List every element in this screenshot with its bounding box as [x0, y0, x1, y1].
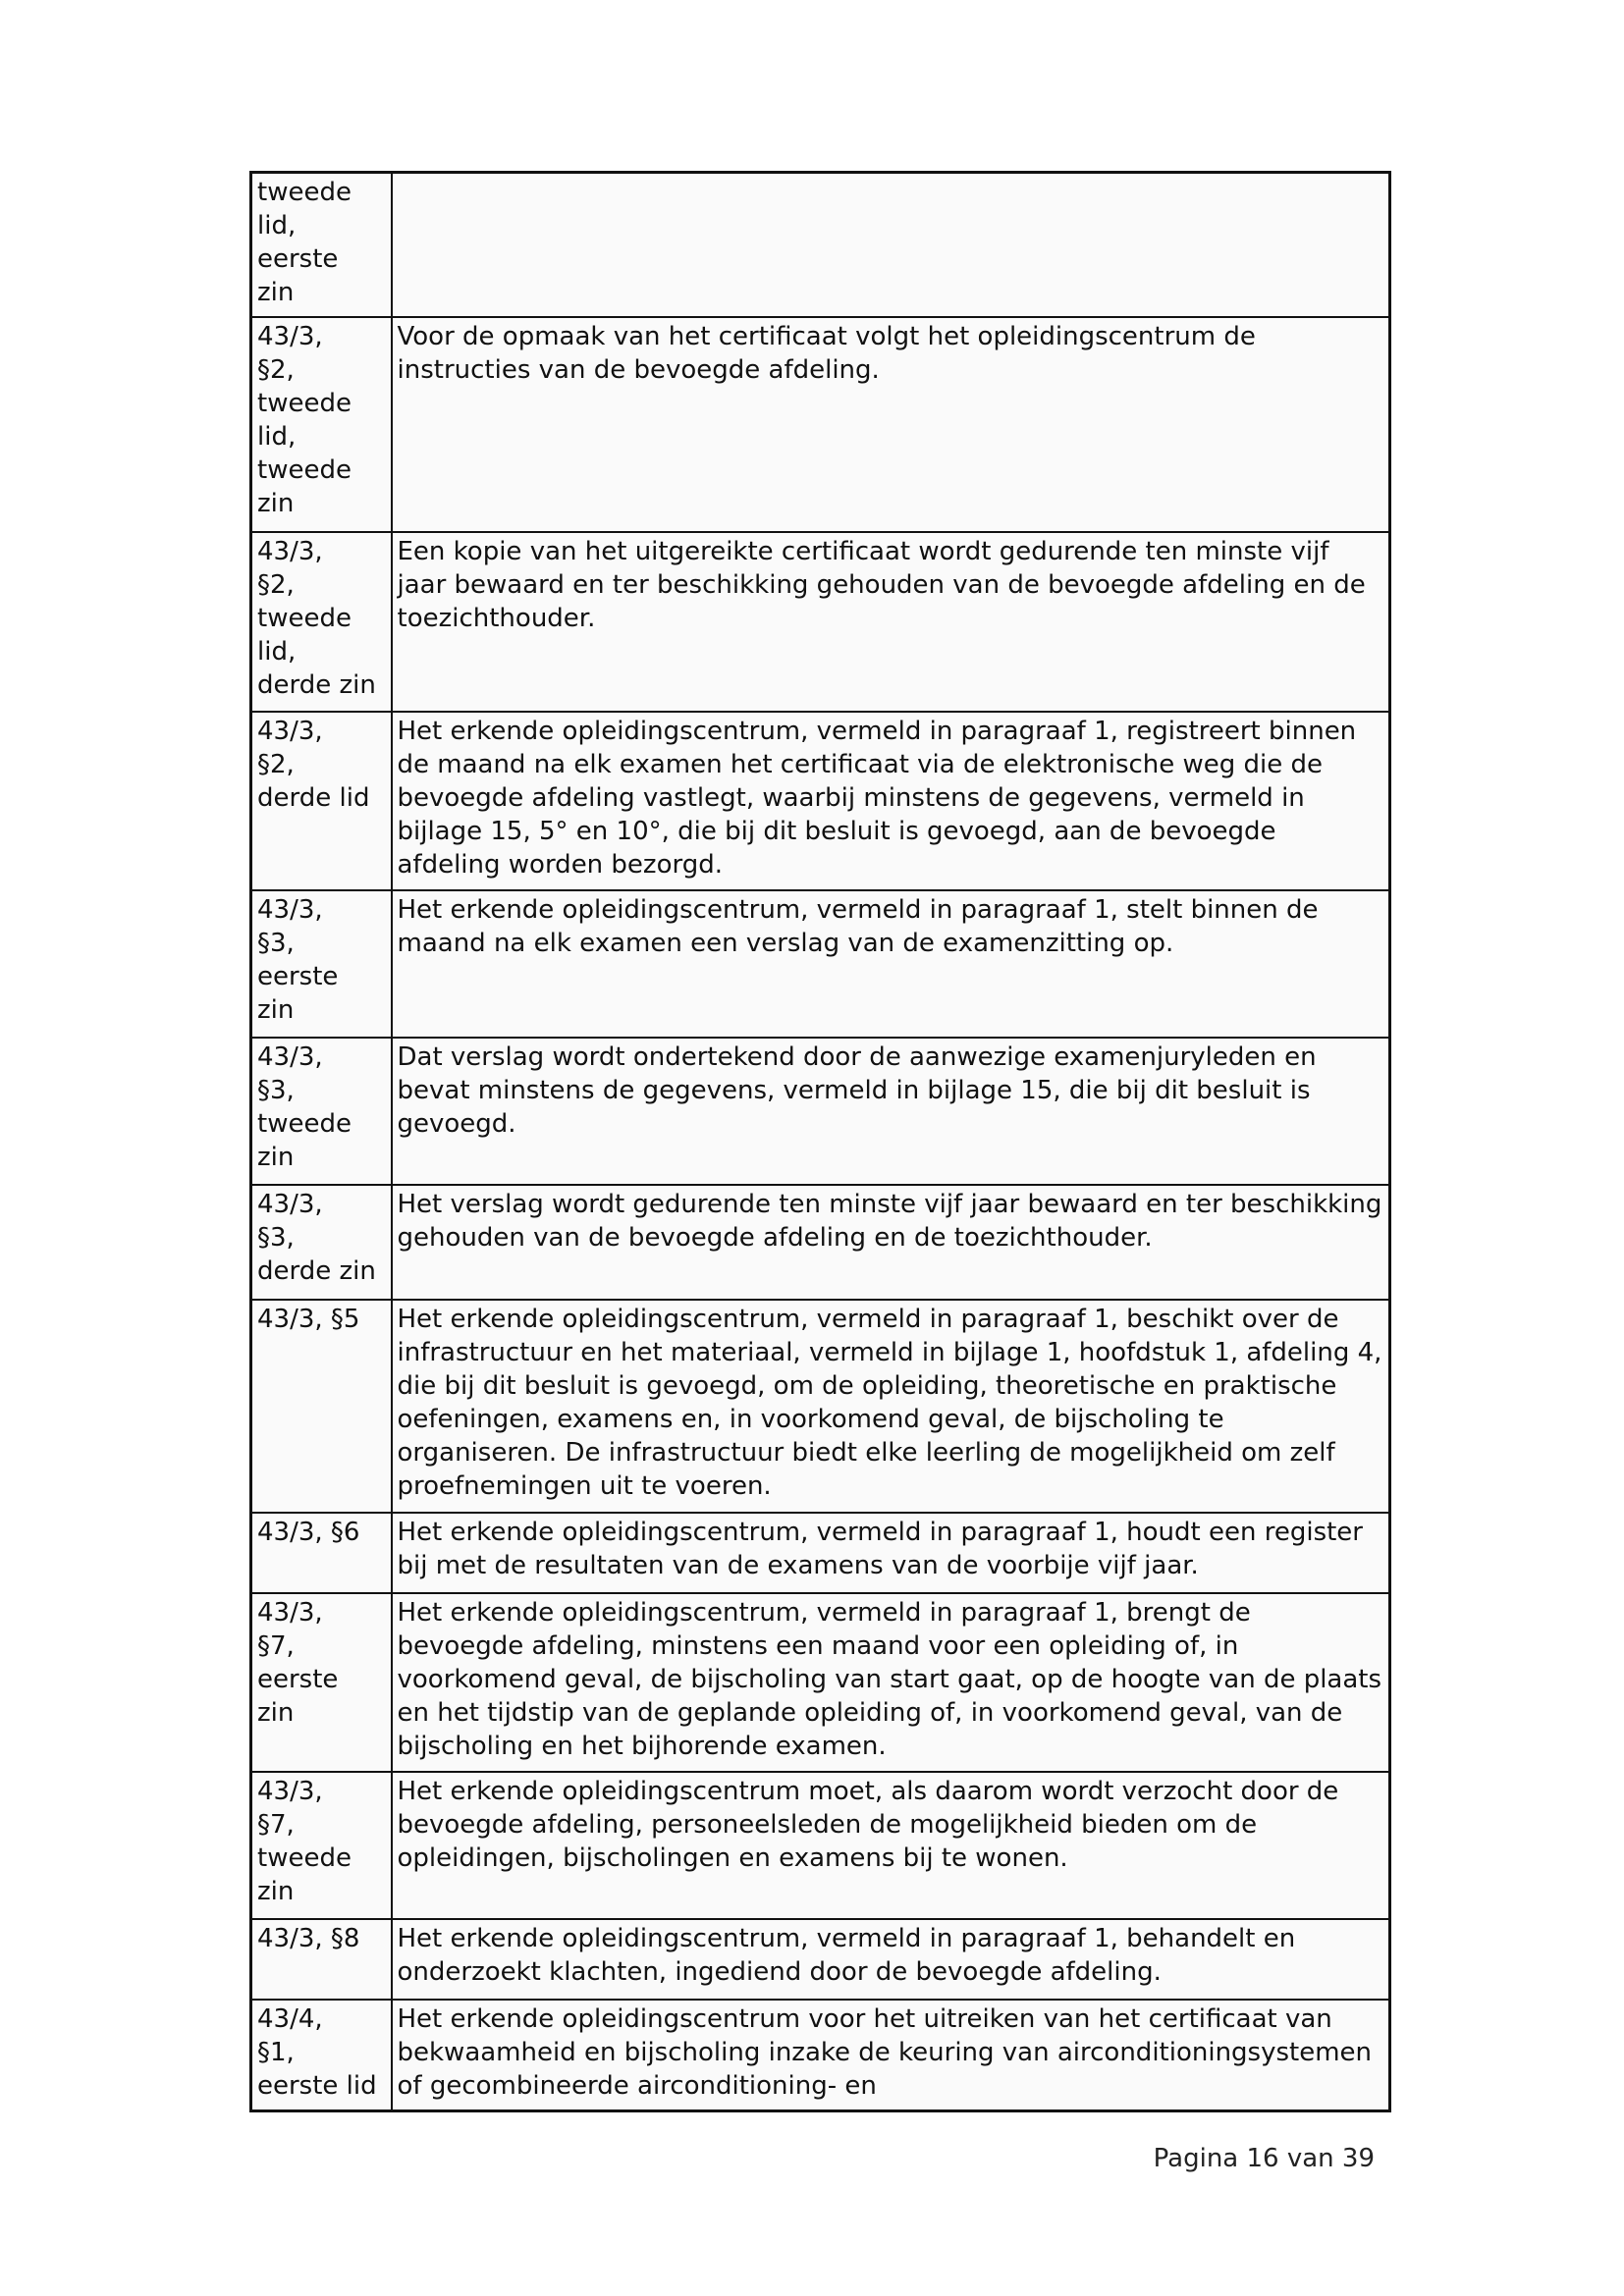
article-reference-line: 43/3, [257, 1189, 323, 1219]
article-reference-line: zin [257, 488, 295, 518]
article-reference-line: lid, [257, 636, 297, 667]
article-reference [251, 1038, 392, 1185]
article-reference-line: §2, [257, 569, 295, 600]
article-reference-line: §3, [257, 928, 295, 958]
table-row [251, 890, 1390, 1038]
provision-text: Het erkende opleidingscentrum, vermeld in paragraaf 1, registreert binnen de maand na elk examen het certificaat via de elektronische weg die de bevoegde afdeling vastlegt, waarbij minstens de gegevens, vermeld in bijlage 15, 5° en 10°, die bij dit besluit is gevoegd, aan de bevoegde afdeling worden bezorgd. [392, 712, 1390, 890]
article-reference-line: 43/3, [257, 894, 323, 925]
provision-text: Een kopie van het uitgereikte certificaat wordt gedurende ten minste vijf jaar bewaard en ter beschikking gehouden van de bevoegde afdeling en de toezichthouder. [392, 532, 1390, 712]
article-reference-line: §2, [257, 354, 295, 385]
article-reference-line: zin [257, 278, 295, 307]
article-reference-line: zin [257, 1142, 295, 1172]
provision-text [392, 173, 1390, 317]
article-reference-line: derde zin [257, 1255, 376, 1286]
article-reference-line: §3, [257, 1222, 295, 1253]
provision-text: Het erkende opleidingscentrum moet, als daarom wordt verzocht door de bevoegde afdeling, personeelsleden de mogelijkheid bieden om de opleidingen, bijscholingen en examens bij te wonen. [392, 1772, 1390, 1919]
article-reference-line: derde zin [257, 669, 376, 700]
article-reference [251, 1513, 392, 1593]
regulation-table [249, 171, 1391, 2112]
article-reference-line: §1, [257, 2037, 295, 2067]
article-reference-line: lid, [257, 211, 297, 240]
provision-text: Het erkende opleidingscentrum, vermeld in paragraaf 1, brengt de bevoegde afdeling, minstens een maand voor een opleiding of, in voorkomend geval, de bijscholing van start gaat, op de hoogte van de plaats en het tijdstip van de geplande opleiding of, in voorkomend geval, van de bijscholing en het bijhorende examen. [392, 1593, 1390, 1772]
table-row [251, 1593, 1390, 1772]
article-reference-line: lid, [257, 421, 297, 452]
table-row [251, 1513, 1390, 1593]
provision-text: Het erkende opleidingscentrum, vermeld in paragraaf 1, behandelt en onderzoekt klachten, ingediend door de bevoegde afdeling. [392, 1919, 1390, 2000]
table-row [251, 712, 1390, 890]
table-row [251, 2000, 1390, 2111]
article-reference-line: 43/3, [257, 716, 323, 746]
article-reference-line: 43/3, §6 [257, 1517, 360, 1547]
article-reference-line: eerste [257, 244, 339, 274]
article-reference [251, 1593, 392, 1772]
provision-text: Dat verslag wordt ondertekend door de aanwezige examenjuryleden en bevat minstens de gegevens, vermeld in bijlage 15, die bij dit besluit is gevoegd. [392, 1038, 1390, 1185]
article-reference-line: eerste [257, 1664, 339, 1694]
table-row [251, 1185, 1390, 1300]
article-reference-line: 43/3, [257, 536, 323, 566]
table-row [251, 1919, 1390, 2000]
article-reference-line: tweede [257, 388, 352, 418]
article-reference [251, 890, 392, 1038]
article-reference-line: 43/3, §5 [257, 1304, 360, 1334]
article-reference-line: tweede [257, 1842, 352, 1873]
article-reference-line: 43/3, [257, 321, 323, 351]
article-reference-line: zin [257, 1697, 295, 1728]
article-reference-line: eerste [257, 961, 339, 991]
table-row [251, 173, 1390, 317]
article-reference-line: tweede [257, 454, 352, 485]
article-reference-line: 43/3, §8 [257, 1923, 360, 1953]
article-reference-line: §3, [257, 1075, 295, 1105]
article-reference-line: eerste lid [257, 2070, 377, 2101]
article-reference [251, 1300, 392, 1513]
article-reference-line: tweede [257, 603, 352, 633]
provision-text: Voor de opmaak van het certificaat volgt het opleidingscentrum de instructies van de bevoegde afdeling. [392, 317, 1390, 532]
provision-text: Het erkende opleidingscentrum, vermeld in paragraaf 1, stelt binnen de maand na elk examen een verslag van de examenzitting op. [392, 890, 1390, 1038]
article-reference [251, 173, 392, 317]
table-row [251, 532, 1390, 712]
provision-text: Het verslag wordt gedurende ten minste vijf jaar bewaard en ter beschikking gehouden van de bevoegde afdeling en de toezichthouder. [392, 1185, 1390, 1300]
provision-text: Het erkende opleidingscentrum, vermeld in paragraaf 1, houdt een register bij met de resultaten van de examens van de voorbije vijf jaar. [392, 1513, 1390, 1593]
article-reference-line: 43/3, [257, 1776, 323, 1806]
table-row [251, 1772, 1390, 1919]
table-row [251, 1300, 1390, 1513]
article-reference-line: derde lid [257, 782, 370, 813]
provision-text: Het erkende opleidingscentrum voor het uitreiken van het certificaat van bekwaamheid en bijscholing inzake de keuring van airconditioningsystemen of gecombineerde airconditioning- en [392, 2000, 1390, 2111]
article-reference [251, 1919, 392, 2000]
article-reference-line: zin [257, 1876, 295, 1906]
article-reference [251, 1772, 392, 1919]
article-reference-line: 43/3, [257, 1041, 323, 1072]
provision-text: Het erkende opleidingscentrum, vermeld in paragraaf 1, beschikt over de infrastructuur en het materiaal, vermeld in bijlage 1, hoofdstuk 1, afdeling 4, die bij dit besluit is gevoegd, om de opleiding, theoretische en praktische oefeningen, examens en, in voorkomend geval, de bijscholing te organiseren. De infrastructuur biedt elke leerling de mogelijkheid om zelf proefnemingen uit te voeren. [392, 1300, 1390, 1513]
article-reference-line: §7, [257, 1809, 295, 1840]
article-reference [251, 317, 392, 532]
article-reference [251, 712, 392, 890]
article-reference [251, 1185, 392, 1300]
article-reference-line: zin [257, 994, 295, 1025]
article-reference [251, 2000, 392, 2111]
article-reference [251, 532, 392, 712]
table-row [251, 317, 1390, 532]
article-reference-line: §7, [257, 1630, 295, 1661]
table-row [251, 1038, 1390, 1185]
article-reference-line: 43/3, [257, 1597, 323, 1628]
article-reference-line: §2, [257, 749, 295, 779]
article-reference-line: 43/4, [257, 2003, 323, 2034]
article-reference-line: tweede [257, 178, 352, 207]
article-reference-line: tweede [257, 1108, 352, 1139]
page-number: Pagina 16 van 39 [1153, 2144, 1375, 2173]
